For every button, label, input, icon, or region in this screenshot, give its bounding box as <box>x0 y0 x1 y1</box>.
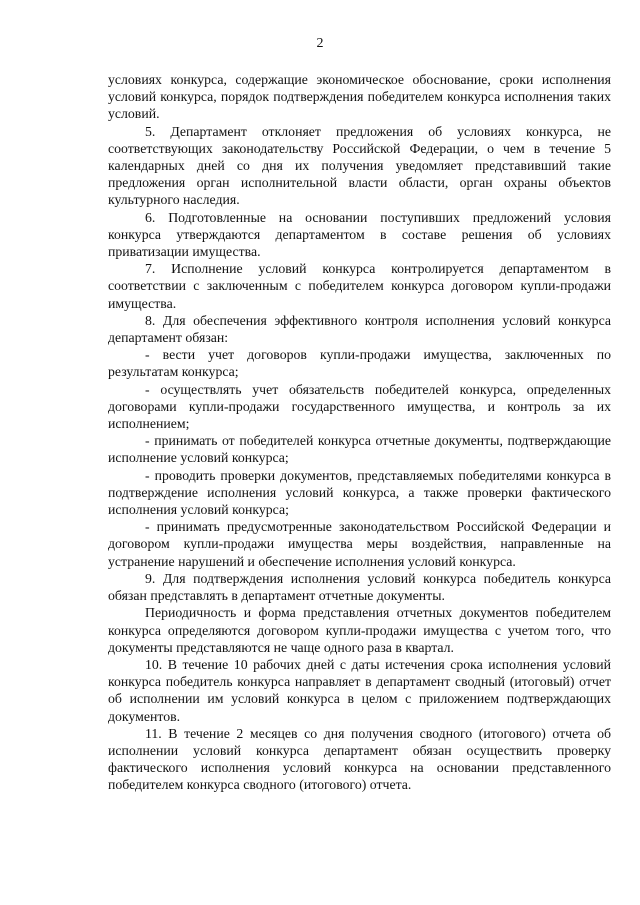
list-item-record-contracts: - вести учет договоров купли-продажи имущества, заключенных по результатам конкурса; <box>108 347 611 380</box>
paragraph-periodicity: Периодичность и форма представления отчетных документов победителем конкурса определяются договором купли-продажи имущества с учетом того, что документы представляются не чаще одного раза в квартал. <box>108 605 611 655</box>
paragraph-item-8: 8. Для обеспечения эффективного контроля исполнения условий конкурса департамент обязан: <box>108 312 611 346</box>
list-item-take-measures: - принимать предусмотренные законодательством Российской Федерации и договором купли-продажи имущества меры воздействия, направленные на устранение нарушений и обеспечение исполнения условий конкурса. <box>108 519 611 569</box>
paragraph-continuation: условиях конкурса, содержащие экономическое обоснование, сроки исполнения условий конкурса, порядок подтверждения победителем конкурса исполнения таких условий. <box>108 72 611 122</box>
paragraph-item-7: 7. Исполнение условий конкурса контролируется департаментом в соответствии с заключенным с победителем конкурса договором купли-продажи имущества. <box>108 261 611 311</box>
paragraph-item-11: 11. В течение 2 месяцев со дня получения сводного (итогового) отчета об исполнении условий конкурса департамент обязан осуществить проверку фактического исполнения условий конкурса на основании представленного победителем конкурса сводного (итогового) отчета. <box>108 725 611 793</box>
list-item-accept-reports: - принимать от победителей конкурса отчетные документы, подтверждающие исполнение условий конкурса; <box>108 433 611 466</box>
paragraph-item-6: 6. Подготовленные на основании поступивших предложений условия конкурса утверждаются департаментом в составе решения об условиях приватизации имущества. <box>108 209 611 260</box>
paragraph-item-9: 9. Для подтверждения исполнения условий конкурса победитель конкурса обязан представлять в департамент отчетные документы. <box>108 570 611 604</box>
document-body <box>108 71 611 794</box>
page-number: 2 <box>316 36 324 51</box>
paragraph-item-10: 10. В течение 10 рабочих дней с даты истечения срока исполнения условий конкурса победитель конкурса направляет в департамент сводный (итоговый) отчет об исполнении им условий конкурса в целом с приложением подтверждающих документов. <box>108 656 611 724</box>
list-item-conduct-checks: - проводить проверки документов, представляемых победителями конкурса в подтверждение исполнения условий конкурса, а также проверки фактического исполнения условий конкурса; <box>108 467 611 518</box>
list-item-record-obligations: - осуществлять учет обязательств победителей конкурса, определенных договорами купли-продажи государственного имущества, и контроль за их исполнением; <box>108 381 611 432</box>
paragraph-item-5: 5. Департамент отклоняет предложения об условиях конкурса, не соответствующих законодательству Российской Федерации, о чем в течение 5 календарных дней со дня их получения уведомляет представивший такие предложения орган исполнительной власти области, орган охраны объектов культурного наследия. <box>108 123 611 208</box>
